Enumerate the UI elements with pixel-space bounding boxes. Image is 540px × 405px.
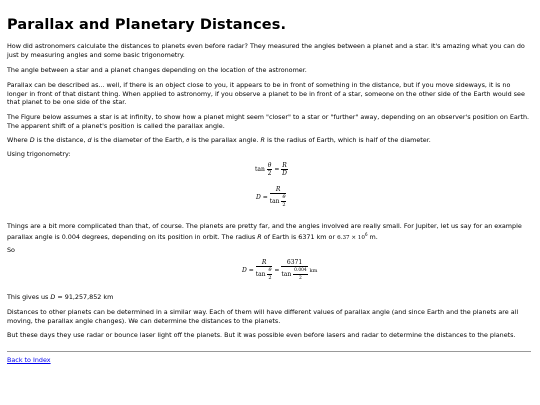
figure-paragraph: The Figure below assumes a star is at infinity, to show how a planet might seem "closer" to a star or "further" away, depending on an observer's position on Earth. The apparent shift of a planet's position is called the parallax angle. [7, 113, 530, 130]
back-to-index-link[interactable]: Back to Index [7, 356, 51, 364]
result-paragraph: This gives us D = 91,257,852 km [7, 293, 114, 301]
parallax-paragraph: Parallax can be described as... well, if there is an object close to you, it appears to be in front of something in the distance, but if you move sideways, it is no longer in front of that distant thing. When applied to astronomy, if you observe a planet to be in front of a star, someone on the other side of the Earth would see that planet to be one side of the star. [7, 81, 525, 107]
jupiter-paragraph: Things are a bit more complicated than that, of course. The planets are pretty far, and the angles involved are really small. For Jupiter, let us say for an example parallax angle is 0.004 degrees, depending on its position in orbit. The radius R of Earth is 6371 km or $6.37 \times 10^6$ m. [7, 222, 522, 241]
page-title: Parallax and Planetary Distances. [7, 17, 287, 33]
modern-methods-paragraph: But these days they use radar or bounce laser light off the planets. But it was possible even before lasers and radar to determine the distances to the planets. [7, 331, 516, 339]
variables-paragraph: Where D is the distance, d is the diameter of the Earth, θ is the parallax angle. R is the radius of Earth, which is half of the diameter. [7, 136, 431, 144]
angle-paragraph: The angle between a star and a planet changes depending on the location of the astronomer. [7, 66, 307, 74]
other-planets-paragraph: Distances to other planets can be determined in a similar way. Each of them will have different values of parallax angle (and since Earth and the planets are all moving, the parallax angle changes). We can determine the distances to the planets. [7, 308, 519, 325]
equation-tan: tan $\frac{\theta}{2}$ = $\frac{R}{D}$ [255, 162, 287, 177]
equation-jupiter: D = R tan $\frac{\theta}{2}$ = 6371 tan $\frac{0.004}{2}$ km [242, 259, 318, 281]
so-paragraph: So [7, 246, 15, 254]
divider [7, 351, 531, 352]
intro-paragraph: How did astronomers calculate the distances to planets even before radar? They measured the angles between a planet and a star. It's amazing what you can do just by measuring angles and some basic trigonometry. [7, 42, 525, 59]
equation-distance: D = R tan $\frac{\theta}{2}$ [256, 186, 286, 208]
trig-intro: Using trigonometry: [7, 150, 71, 158]
